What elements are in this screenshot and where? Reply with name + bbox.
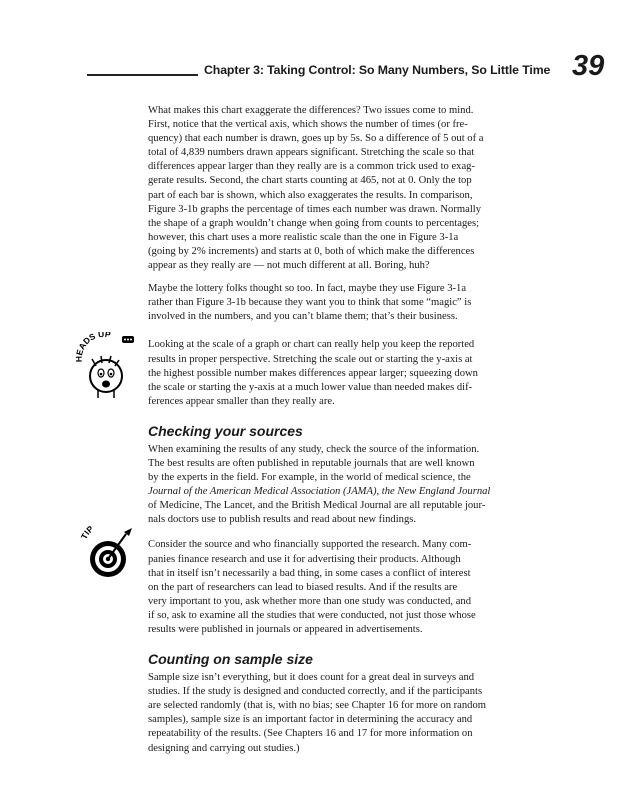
paragraph-sources <box>148 443 550 528</box>
heads-up-icon <box>76 332 138 404</box>
paragraph-tip <box>148 538 550 637</box>
paragraph-lottery <box>148 282 550 324</box>
text-line: results in proper perspective. Stretching the scale out or starting the y-axis at <box>148 353 473 365</box>
text-line: the highest possible number makes differences appear larger; squeezing down <box>148 367 478 379</box>
tip-label: IP <box>82 523 96 537</box>
text-line: however, this chart uses a more realistic scale than the one in Figure 3-1a <box>148 231 459 243</box>
text-line: The best results are often published in reputable journals that are well known <box>148 457 475 469</box>
text-line: very important to you, ask whether more than one study was conducted, and <box>148 595 472 607</box>
text-line: rather than Figure 3-1b because they want you to think that some “magic” is <box>148 297 472 309</box>
text-line: nals doctors use to publish results and read about new findings. <box>148 514 417 526</box>
tip-icon <box>80 518 140 584</box>
text-line: quency) that each number is drawn, goes up by 5s. So a difference of 5 out of a <box>148 133 484 145</box>
chapter-title: Chapter 3: Taking Control: So Many Numbers, So Little Time <box>204 63 551 77</box>
text-line: Figure 3-1b graphs the percentage of times each number was drawn. Normally <box>148 203 482 215</box>
text-line: gerate results. Second, the chart starts counting at 465, not at 0. Only the top <box>148 175 472 187</box>
text-line: that in itself isn’t necessarily a bad thing, in some cases a conflict of interest <box>148 567 471 579</box>
paragraph-chart-exaggeration <box>148 104 550 273</box>
section-heading-sample-size: Counting on sample size <box>148 651 313 668</box>
text-line: panies finance research and use it for advertising their products. Although <box>148 553 461 565</box>
svg-text:HEADS UP <box>76 332 112 362</box>
page-content <box>148 104 550 765</box>
text-line: Looking at the scale of a graph or chart can really help you keep the reported <box>148 339 475 351</box>
text-line: results were published in journals or appeared in advertisements. <box>148 624 423 635</box>
heads-up-label: ADS UP <box>76 332 112 352</box>
text-line: are selected randomly (that is, with no bias; see Chapter 16 for more on random <box>148 700 487 712</box>
text-line: appear as they really are — not much different at all. Boring, huh? <box>148 260 430 272</box>
text-line: Maybe the lottery folks thought so too. In fact, maybe they use Figure 3-1a <box>148 283 467 295</box>
text-line: First, notice that the vertical axis, which shows the number of times (or fre- <box>148 119 468 131</box>
text-line: involved in the numbers, and you can’t blame them; that’s their business. <box>148 311 458 323</box>
text-line: on the part of researchers can lead to biased results. And if the results are <box>148 581 458 593</box>
text-line: samples), sample size is an important factor in determining the accuracy and <box>148 714 473 726</box>
text-line: total of 4,839 numbers drawn appears significant. Stretching the scale so that <box>148 147 475 159</box>
text-line: part of each bar is shown, which also exaggerates the results. In comparison, <box>148 189 473 201</box>
text-line: studies. If the study is designed and conducted correctly, and if the participants <box>148 686 483 698</box>
text-line: Consider the source and who financially supported the research. Many com- <box>148 539 472 551</box>
text-line: What makes this chart exaggerate the differences? Two issues come to mind. <box>148 105 474 116</box>
text-line: When examining the results of any study, check the source of the information. <box>148 443 480 455</box>
text-line: by the experts in the field. For example, in the world of medical science, the <box>148 472 471 484</box>
paragraph-heads-up <box>148 338 550 408</box>
section-heading-checking-sources: Checking your sources <box>148 422 303 439</box>
svg-text:TIP <box>80 523 96 540</box>
text-line: ferences appear smaller than they really are. <box>148 395 335 407</box>
text-line: of Medicine, The Lancet, and the British Medical Journal are all reputable jour- <box>148 500 486 512</box>
text-line: the scale or starting the y-axis at a much lower value than needed makes dif- <box>148 381 473 393</box>
text-line: the shape of a graph wouldn’t change when going from counts to percentages; <box>148 217 480 229</box>
text-line: differences appear larger than they really are is a common trick used to exag- <box>148 161 475 173</box>
text-line: Sample size isn’t everything, but it does count for a great deal in surveys and <box>148 672 475 684</box>
page-number: 39 <box>572 50 605 82</box>
text-line: (going by 2% increments) and starts at 0, both of which make the differences <box>148 245 475 257</box>
header-rule <box>87 74 198 76</box>
text-line: if so, ask to examine all the studies that were conducted, not just those whose <box>148 609 476 621</box>
text-line: repeatability of the results. (See Chapters 16 and 17 for more information on <box>148 728 473 740</box>
text-line: designing and carrying out studies.) <box>148 742 300 754</box>
paragraph-sample-size <box>148 671 550 756</box>
text-line: Journal of the American Medical Association (JAMA), the New England Journal <box>148 486 491 498</box>
